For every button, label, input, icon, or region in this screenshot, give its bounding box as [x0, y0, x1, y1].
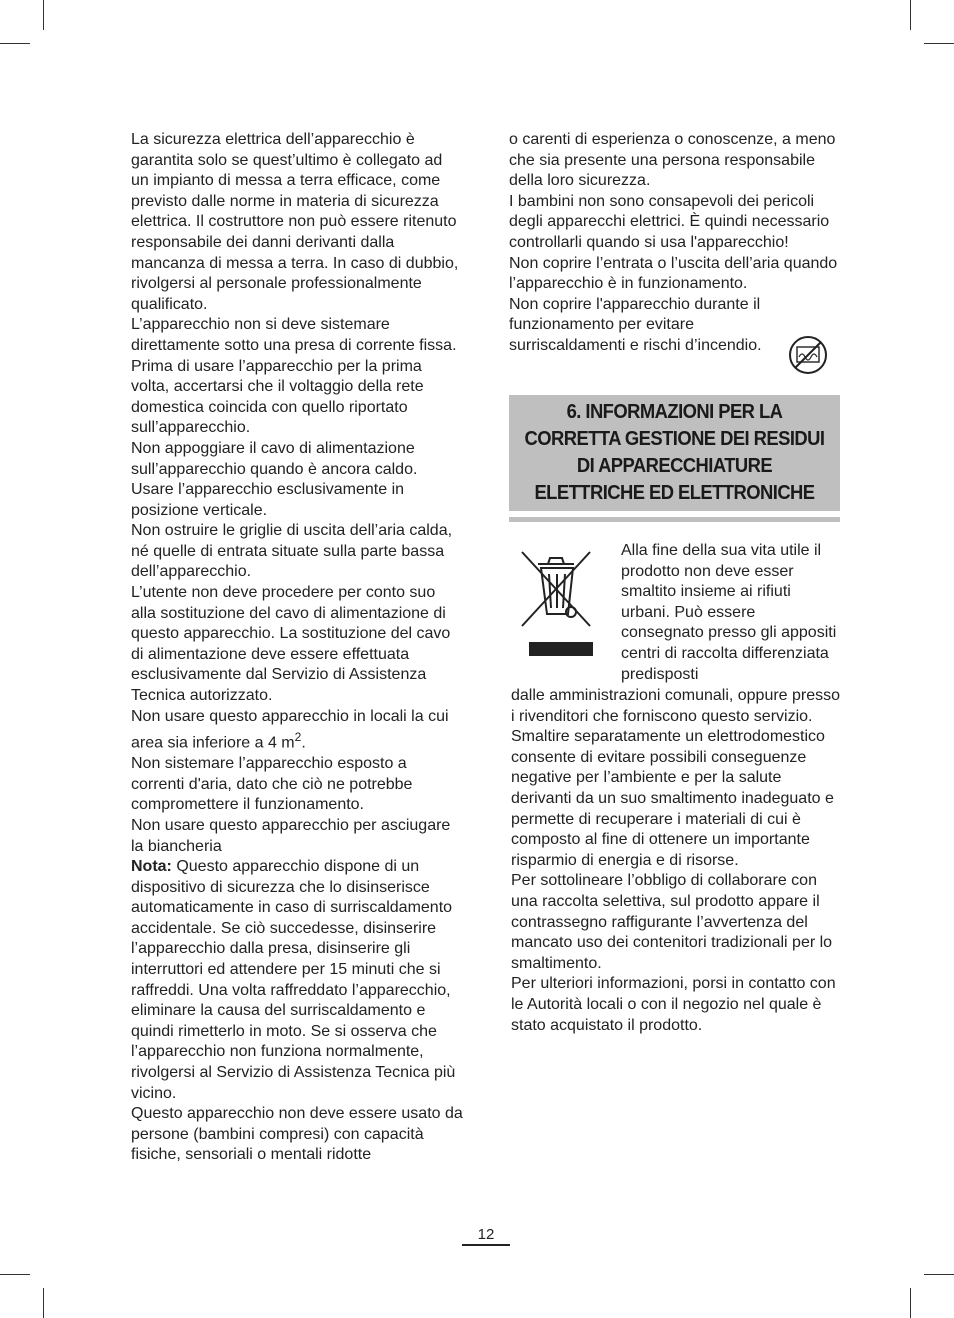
- paragraph: L’utente non deve procedere per conto suo alla sostituzione del cavo di alimentazione di questo apparecchio. La sostituzione del cavo di alimentazione deve essere effettuata esclusivamente dal Servizio di Assistenza Tecnica autorizzato.: [131, 584, 451, 705]
- note-paragraph: Nota: Questo apparecchio dispone di un dispositivo di sicurezza che lo disinserisce automaticamente in caso di surriscaldamento accidentale. Se ciò succedesse, disinserire l’apparecchio dalla presa, disinserire gli interruttori ed attendere per 15 minuti che si raffreddi. Una volta raffreddato l’apparecchio, eliminare la causa del surriscaldamento e quindi rimetterlo in moto. Se si osserva che l’apparecchio non funziona normalmente, rivolgersi al Servizio di Assistenza Tecnica più vicino.: [131, 858, 456, 1102]
- page-number-rule: [462, 1244, 510, 1246]
- paragraph: Per ulteriori informazioni, porsi in contatto con le Autorità locali o con il negozio nel quale è stato acquistato il prodotto.: [511, 975, 836, 1034]
- crop-mark: [924, 43, 954, 44]
- crop-mark: [43, 0, 44, 30]
- paragraph: Non ostruire le griglie di uscita dell’aria calda, né quelle di entrata situate sulla parte bassa dell’apparecchio.: [131, 522, 453, 581]
- crop-mark: [0, 1274, 30, 1275]
- paragraph: dalle amministrazioni comunali, oppure presso i rivenditori che forniscono questo servizio. Smaltire separatamente un elettrodomestico consente di evitare possibili conseguenze negative per l’ambiente e per la salute derivanti da un suo smaltimento inadeguato e permette di recuperare i materiali di cui è composto al fine di ottenere un importante risparmio di energia e di risorse.: [511, 687, 841, 869]
- crop-mark: [910, 1288, 911, 1318]
- crop-mark: [43, 1288, 44, 1318]
- crop-mark: [0, 43, 30, 44]
- paragraph: Non usare questo apparecchio per asciugare la biancheria: [131, 816, 451, 855]
- section-heading: 6. INFORMAZIONI PER LA CORRETTA GESTIONE DEI RESIDUI DI APPARECCHIATURE ELETTRICHE ED ELETTRONICHE: [509, 395, 840, 511]
- paragraph: Non coprire l'apparecchio durante il funzionamento per evitare surriscaldamenti e rischi d’incendio.: [509, 295, 762, 354]
- note-label: Nota:: [131, 858, 172, 876]
- area-note: Non usare questo apparecchio in locali la cui area sia inferiore a 4 $m^2$.: [131, 707, 449, 752]
- paragraph: Usare l’apparecchio esclusivamente in posizione verticale.: [131, 481, 405, 519]
- paragraph: Prima di usare l’apparecchio per la prima volta, accertarsi che il voltaggio della rete domestica coincida con quello riportato sull’apparecchio.: [131, 357, 424, 437]
- paragraph: I bambini non sono consapevoli dei pericoli degli apparecchi elettrici. È quindi necessario controllarli quando si usa l'apparecchio!: [509, 192, 830, 251]
- paragraph: Questo apparecchio non deve essere usato da persone (bambini compresi) con capacità fisiche, sensoriali o mentali ridotte: [131, 1105, 463, 1164]
- crossed-out-wheelie-bin-icon: [516, 544, 596, 659]
- weee-text: Alla fine della sua vita utile il prodotto non deve esser smaltito insieme ai rifiuti urbani. Può essere consegnato presso gli appositi centri di raccolta differenziata predisposti: [621, 542, 837, 683]
- crop-mark: [924, 1274, 954, 1275]
- right-column: [509, 130, 841, 357]
- paragraph: Non coprire l’entrata o l’uscita dell’aria quando l’apparecchio è in funzionamento.: [509, 254, 838, 293]
- paragraph: o carenti di esperienza o conoscenze, a meno che sia presente una persona responsabile della loro sicurezza.: [509, 131, 836, 190]
- paragraph: Non appoggiare il cavo di alimentazione sull’apparecchio quando è ancora caldo.: [131, 439, 418, 478]
- left-column: [131, 130, 463, 1166]
- do-not-cover-icon: [788, 335, 828, 375]
- heading-underline: [509, 517, 840, 522]
- paragraph: L’apparecchio non si deve sistemare direttamente sotto una presa di corrente fissa.: [131, 316, 457, 354]
- page-number: 12: [477, 1226, 495, 1243]
- weee-text-continued: [511, 686, 843, 1036]
- paragraph: Non sistemare l’apparecchio esposto a correnti d'aria, dato che ciò ne potrebbe compromettere il funzionamento.: [131, 755, 413, 814]
- paragraph: La sicurezza elettrica dell’apparecchio è garantita solo se quest’ultimo è collegato ad un impianto di messa a terra efficace, come previsto dalle norme in materia di sicurezza elettrica. Il costruttore non può essere ritenuto responsabile dei danni derivanti dalla mancanza di messa a terra. In caso di dubbio, rivolgersi al personale professionalmente qualificato.: [131, 131, 459, 313]
- paragraph: Per sottolineare l’obbligo di collaborare con una raccolta selettiva, sul prodotto appare il contrassegno raffigurante l’avvertenza del mancato uso dei contenitori tradizionali per lo smaltimento.: [511, 872, 833, 972]
- crop-mark: [910, 0, 911, 30]
